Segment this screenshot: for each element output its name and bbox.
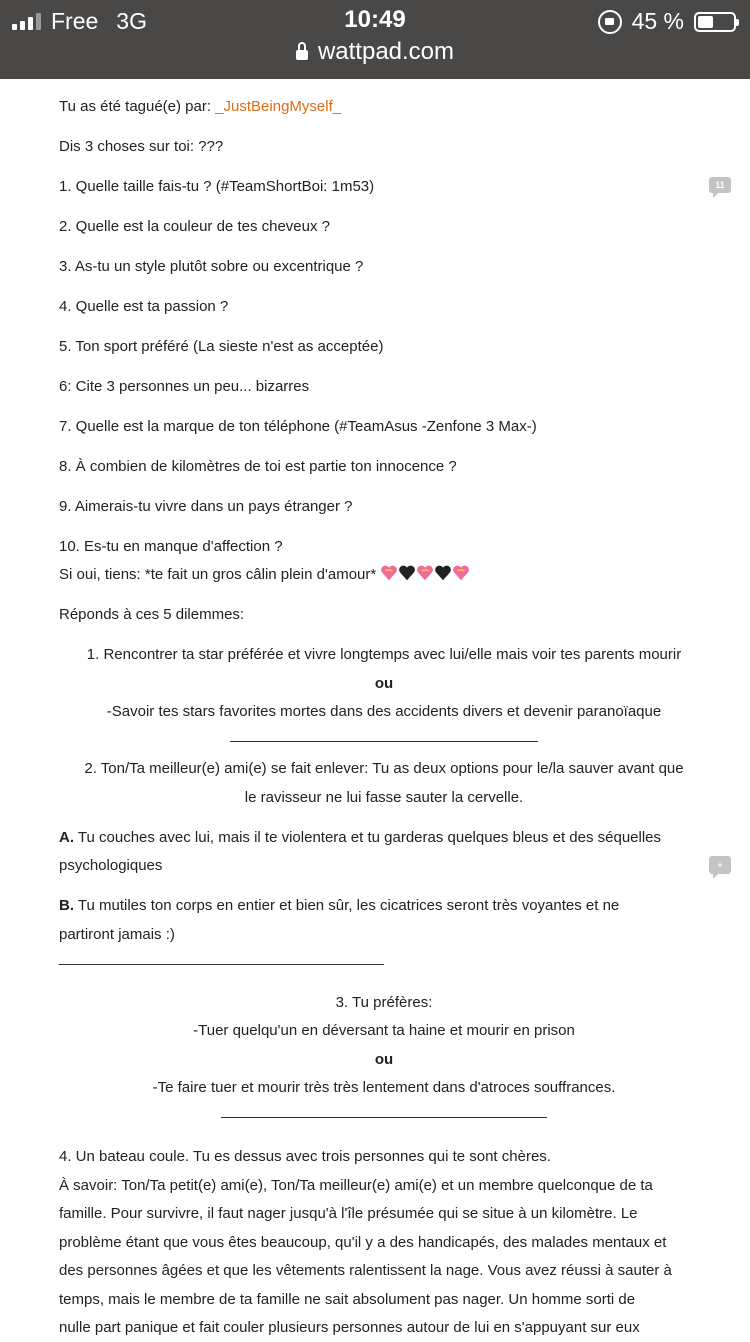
- carrier-name: Free: [51, 7, 99, 34]
- tagged-line: [59, 93, 709, 121]
- paragraph: -Te faire tuer et mourir très très lentement dans d'atroces souffrances.: [152, 1079, 616, 1096]
- padlock-icon: [296, 50, 308, 60]
- paragraph: À savoir: Ton/Ta petit(e) ami(e), Ton/Ta meilleur(e) ami(e) et un membre quelconque de ta: [59, 1177, 653, 1194]
- paragraph: problème étant que vous êtes beaucoup, qu'il y a des handicapés, des malades mentaux et: [59, 1234, 667, 1251]
- paragraph: 2. Quelle est la couleur de tes cheveux ?: [59, 218, 330, 235]
- black-heart-icon: [434, 564, 452, 582]
- paragraph: le ravisseur ne lui fasse sauter la cervelle.: [244, 789, 524, 806]
- paragraph: -Tuer quelqu'un en déversant ta haine et mourir en prison: [193, 1022, 575, 1039]
- tagged-user-link[interactable]: _JustBeingMyself_: [215, 98, 342, 115]
- network-type: 3G: [116, 7, 147, 34]
- paragraph: 4. Un bateau coule. Tu es dessus avec trois personnes qui te sont chères.: [59, 1148, 551, 1165]
- separator: [59, 727, 709, 755]
- pink-heart-icon: [380, 564, 398, 582]
- hug-line: [59, 561, 709, 589]
- add-comment-icon[interactable]: [709, 856, 731, 874]
- url-text: wattpad.com: [317, 38, 455, 65]
- paragraph: Dis 3 choses sur toi: ???: [59, 138, 224, 155]
- paragraph: des personnes âgées et que les vêtements ralentissent la nage. Vous avez réussi à sauter à: [59, 1262, 672, 1279]
- separator: [59, 950, 709, 978]
- paragraph: 6: Cite 3 personnes un peu... bizarres: [59, 378, 310, 395]
- paragraph: 3. Tu préfères:: [335, 994, 433, 1011]
- black-heart-icon: [398, 564, 416, 582]
- paragraph: -Savoir tes stars favorites mortes dans des accidents divers et devenir paranoïaque: [106, 703, 662, 720]
- paragraph: nulle part panique et fait couler plusieurs personnes autour de lui en s'appuyant sur eux: [59, 1319, 640, 1336]
- paragraph: 2. Ton/Ta meilleur(e) ami(e) se fait enlever: Tu as deux options pour le/la sauver avant que: [84, 760, 684, 777]
- battery-icon: [694, 12, 736, 32]
- option-label: A.: [59, 829, 74, 846]
- paragraph: psychologiques: [59, 857, 163, 874]
- paragraph: 1. Quelle taille fais-tu ? (#TeamShortBoi: 1m53): [59, 178, 375, 195]
- option-text: Tu couches avec lui, mais il te violentera et tu garderas quelques bleus et des séquelles: [74, 829, 662, 846]
- paragraph: partiront jamais :): [59, 926, 175, 943]
- option-label: B.: [59, 897, 74, 914]
- url-bar[interactable]: [0, 38, 750, 66]
- inline-comment-icon[interactable]: [709, 177, 731, 193]
- option-a-line: [59, 824, 709, 852]
- status-bar: [0, 0, 750, 79]
- add-comment-label: +: [717, 860, 723, 870]
- status-right: [598, 8, 736, 35]
- tagged-prefix: Tu as été tagué(e) par:: [59, 98, 216, 115]
- paragraph: 7. Quelle est la marque de ton téléphone (#TeamAsus -Zenfone 3 Max-): [59, 418, 537, 435]
- comment-count: 11: [715, 180, 725, 190]
- paragraph: 10. Es-tu en manque d'affection ?: [59, 538, 283, 555]
- paragraph: ou: [374, 1051, 394, 1068]
- pink-heart-icon: [452, 564, 470, 582]
- paragraph: 8. À combien de kilomètres de toi est partie ton innocence ?: [59, 458, 457, 475]
- paragraph: 5. Ton sport préféré (La sieste n'est as acceptée): [59, 338, 384, 355]
- paragraph: 1. Rencontrer ta star préférée et vivre longtemps avec lui/elle mais voir tes parents mourir: [86, 646, 682, 663]
- clock: 10:49: [344, 6, 406, 33]
- option-b-line: [59, 892, 709, 920]
- paragraph: temps, mais le membre de ta famille ne sait absolument pas nager. Un homme sorti de: [59, 1291, 636, 1308]
- hug-text: Si oui, tiens: *te fait un gros câlin plein d'amour*: [59, 566, 381, 583]
- paragraph: Réponds à ces 5 dilemmes:: [59, 606, 245, 623]
- paragraph: ou: [374, 675, 394, 692]
- paragraph: 3. As-tu un style plutôt sobre ou excentrique ?: [59, 258, 364, 275]
- paragraph: famille. Pour survivre, il faut nager jusqu'à l'île présumée qui se situe à un kilomètre. Le: [59, 1205, 638, 1222]
- paragraph: 9. Aimerais-tu vivre dans un pays étranger ?: [59, 498, 353, 515]
- separator: [59, 1103, 709, 1131]
- battery-percent: 45 %: [631, 8, 684, 34]
- rotation-lock-icon: [598, 10, 622, 34]
- pink-heart-icon: [416, 564, 434, 582]
- option-text: Tu mutiles ton corps en entier et bien sûr, les cicatrices seront très voyantes et ne: [74, 897, 620, 914]
- paragraph: 4. Quelle est ta passion ?: [59, 298, 229, 315]
